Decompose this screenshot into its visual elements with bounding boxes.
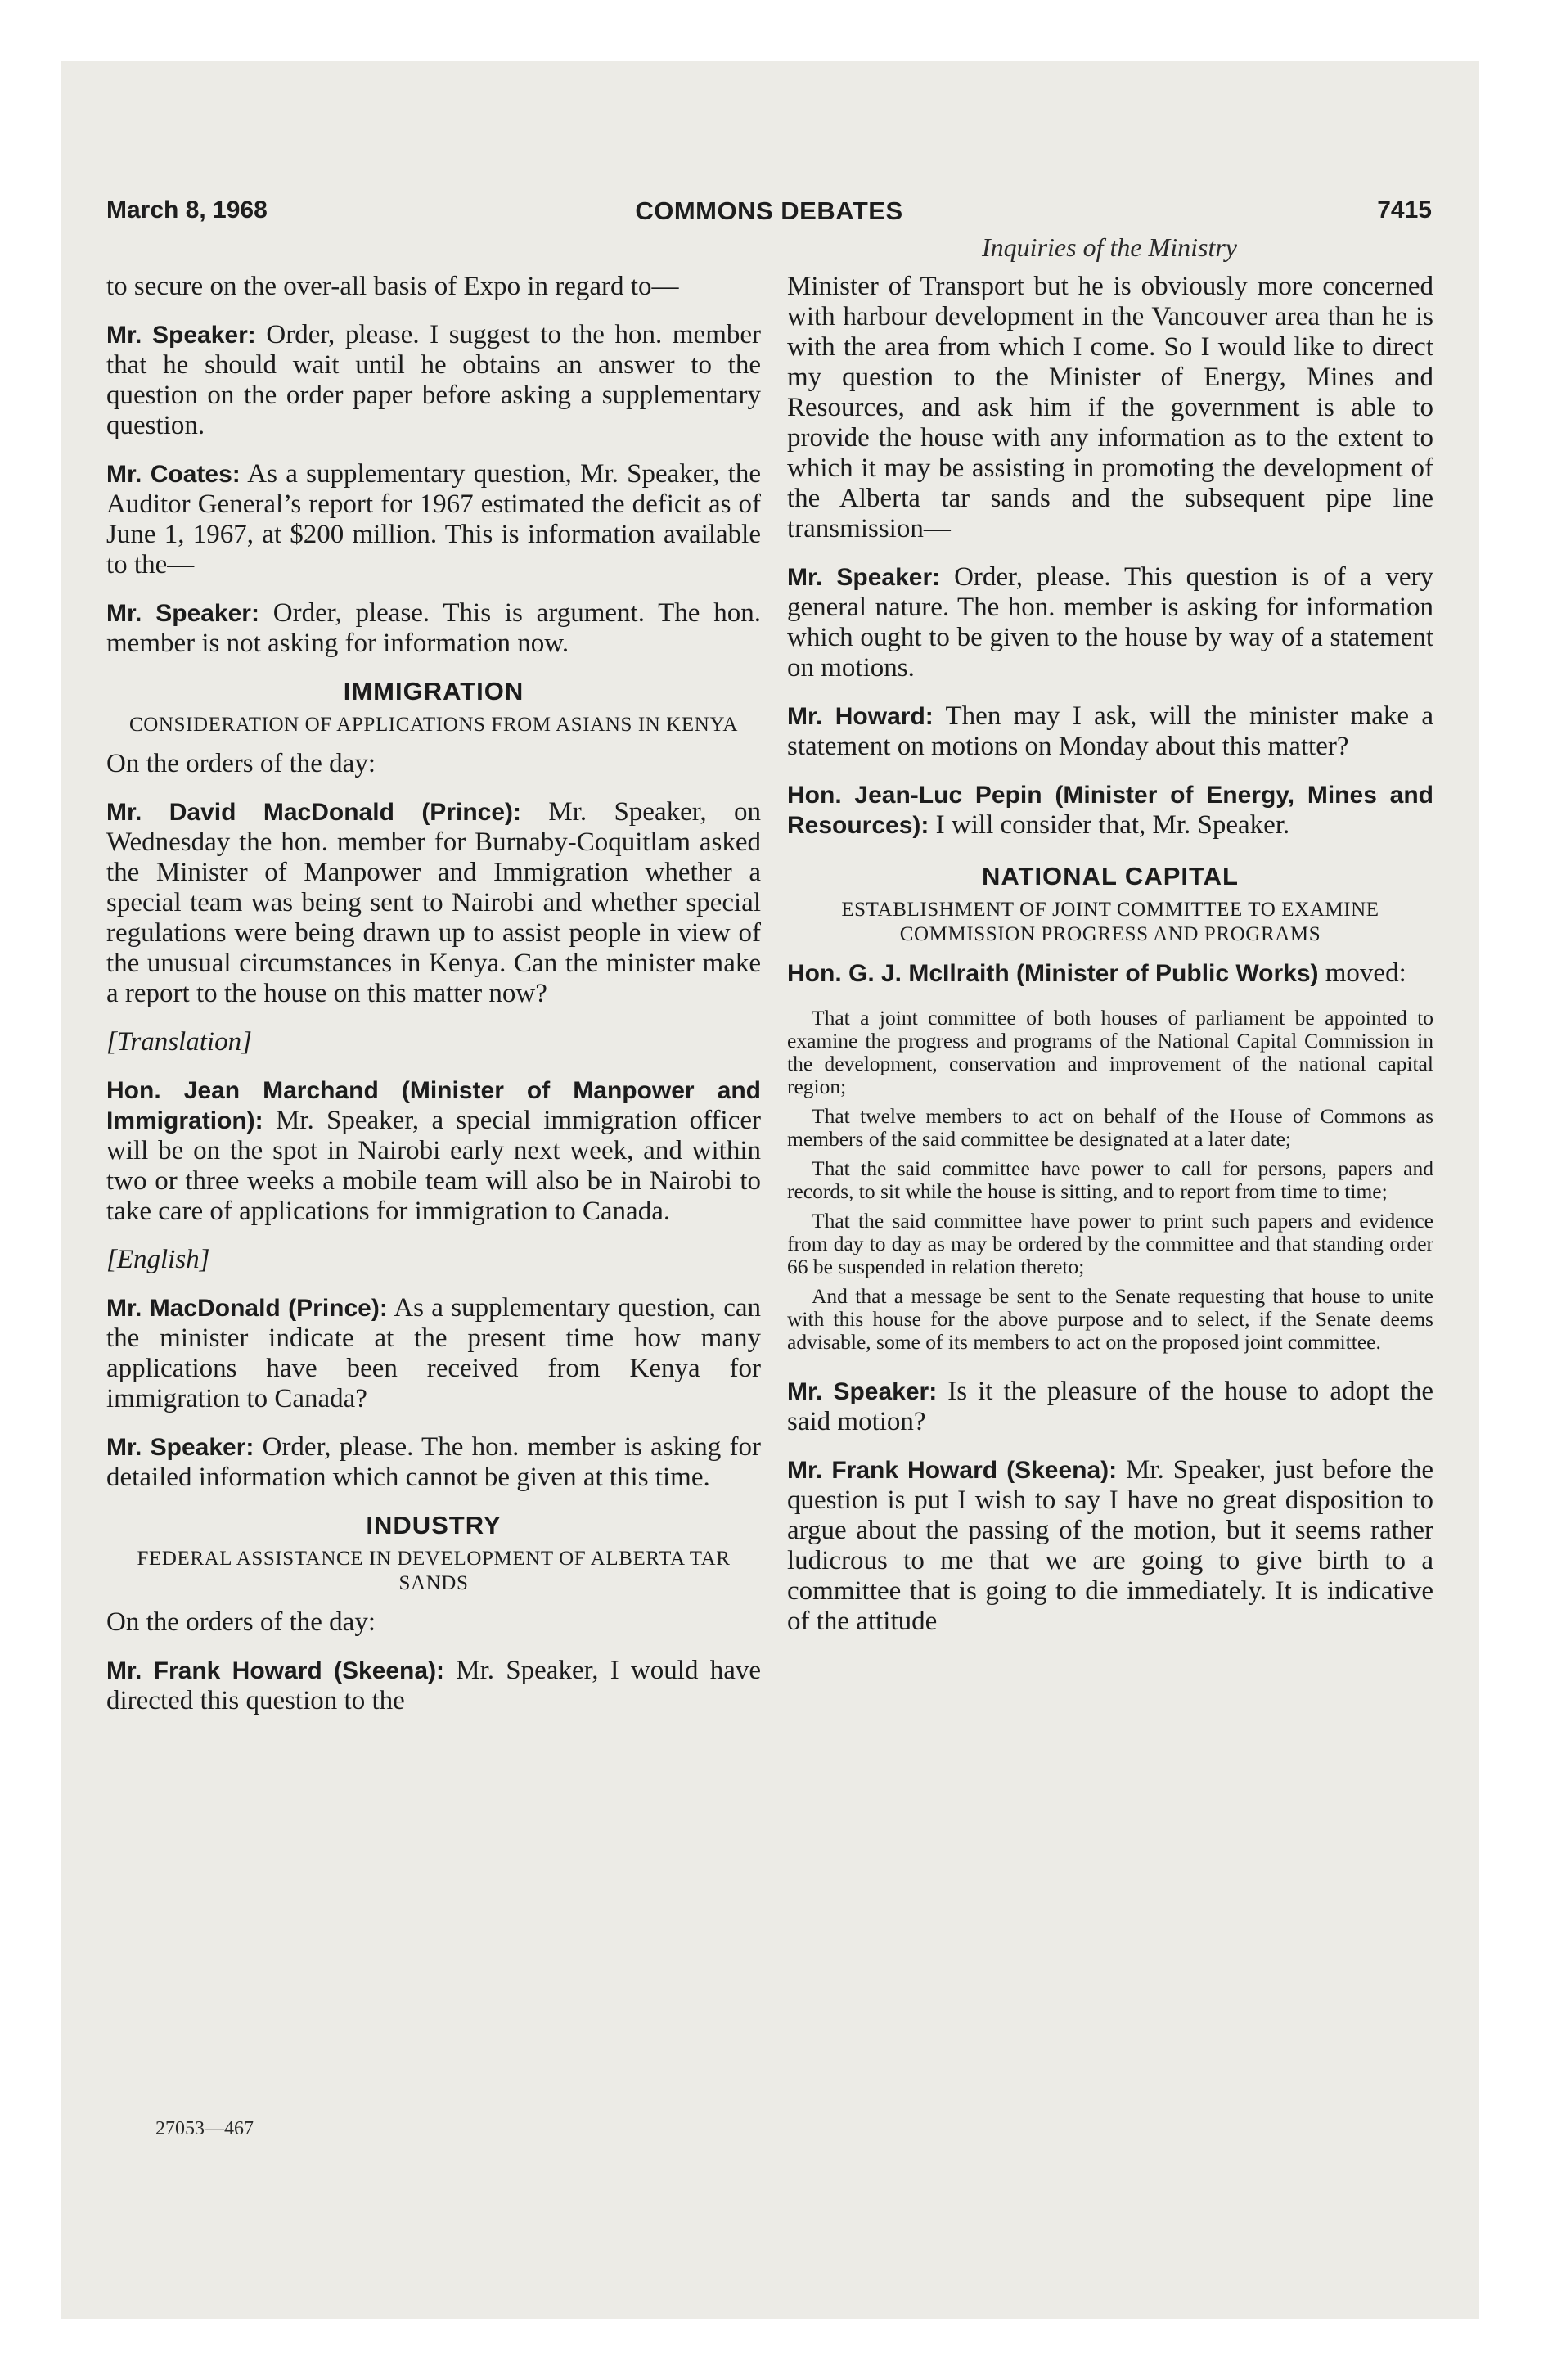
speaker-name: Mr. David MacDonald (Prince):: [106, 799, 522, 826]
speaker-name: Hon. G. J. McIlraith (Minister of Public Works): [787, 960, 1319, 987]
speaker-name: Mr. Speaker:: [106, 600, 259, 627]
section-subtitle: ESTABLISHMENT OF JOINT COMMITTEE TO EXAMINE COMMISSION PROGRESS AND PROGRAMS: [841, 899, 1379, 945]
paragraph: [106, 1432, 761, 1493]
speech-text: Mr. Speaker, a special immigration officer will be on the spot in Nairobi early next week, and within two or three weeks a mobile team will also be in Nairobi to take care of applications for immigration to Canada.: [106, 1106, 761, 1226]
speech-text: Mr. Speaker, just before the question is put I wish to say I have no great disposition to argue about the passing of the motion, but it seems rather ludicrous to me that we are going to give birth to a committee that is going to die immediately. It is indicative of the attitude: [787, 1455, 1433, 1636]
paragraph: [787, 1455, 1433, 1637]
speech-text: Order, please. This question is of a very general nature. The hon. member is asking for information which ought to be given to the house by way of a statement on motions.: [787, 562, 1433, 683]
speech-text: Order, please. This is argument. The hon. member is not asking for information now.: [106, 598, 762, 658]
paragraph: [787, 780, 1433, 841]
speaker-name: Mr. Speaker:: [106, 322, 256, 349]
english-note: [English]: [106, 1245, 210, 1274]
section-heading-immigration: IMMIGRATION: [343, 677, 524, 705]
header-title: COMMONS DEBATES: [635, 196, 903, 225]
paragraph: [787, 1377, 1433, 1437]
section-subtitle: CONSIDERATION OF APPLICATIONS FROM ASIANS IN KENYA: [129, 714, 738, 736]
section-heading-industry: INDUSTRY: [366, 1511, 502, 1539]
speech-text: As a supplementary question, can the minister indicate at the present time how many applications have been received from Kenya for immigration to Canada?: [106, 1293, 761, 1413]
paragraph: [106, 598, 761, 659]
speech-text: I will consider that, Mr. Speaker.: [929, 810, 1290, 840]
orders-of-day: On the orders of the day:: [106, 749, 376, 778]
paragraph: [106, 1075, 761, 1227]
paragraph: [787, 958, 1433, 989]
speech-text: Mr. Speaker, on Wednesday the hon. member for Burnaby-Coquitlam asked the Minister of Manpower and Immigration whether a special team was being sent to Nairobi and whether special regulations were being drawn up to assist people in view of the unusual circumstances in Kenya. Can the minister make a report to the house on this matter now?: [106, 797, 761, 1008]
translation-note: [Translation]: [106, 1027, 252, 1057]
motion-clause: That the said committee have power to call for persons, papers and records, to sit while the house is sitting, and to report from time to time;: [787, 1156, 1433, 1203]
speech-text: As a supplementary question, Mr. Speaker, the Auditor General’s report for 1967 estimated the deficit as of June 1, 1967, at $200 million. This is information available to the—: [106, 459, 761, 579]
motion-clause: That a joint committee of both houses of parliament be appointed to examine the progress and programs of the National Capital Commission in the development, conservation and improvement of the national capital region;: [787, 1006, 1433, 1098]
speaker-name: Mr. Coates:: [106, 461, 241, 488]
speech-text: Order, please. I suggest to the hon. member that he should wait until he obtains an answer to the question on the order paper before asking a supplementary question.: [106, 320, 762, 440]
speech-text: Order, please. The hon. member is asking for detailed information which cannot be given at this time.: [106, 1432, 761, 1492]
motion-clause: And that a message be sent to the Senate requesting that house to unite with this house for the above purpose and to select, if the Senate deems advisable, some of its members to act on the proposed joint committee.: [787, 1284, 1433, 1354]
paragraph: Minister of Transport but he is obviously more concerned with harbour development in the Vancouver area than he is with the area from which I come. So I would like to direct my question to the Minister of Energy, Mines and Resources, and ask him if the government is able to provide the house with any information as to the extent to which it may be assisting in promoting the development of the Alberta tar sands and the subsequent pipe line transmission—: [787, 272, 1433, 543]
right-column: [787, 272, 1433, 1655]
footer-code: 27053—467: [155, 2118, 254, 2139]
motion-clause: That the said committee have power to print such papers and evidence from day to day as may be ordered by the committee and that standing order 66 be suspended in relation thereto;: [787, 1209, 1433, 1278]
speech-text: moved:: [1318, 958, 1406, 988]
speech-text: Is it the pleasure of the house to adopt the said motion?: [787, 1377, 1433, 1436]
section-heading-national-capital: NATIONAL CAPITAL: [982, 862, 1239, 890]
paragraph: [106, 320, 761, 441]
speaker-name: Mr. Frank Howard (Skeena):: [787, 1457, 1118, 1484]
header-page-number: 7415: [1377, 196, 1432, 223]
section-subtitle: FEDERAL ASSISTANCE IN DEVELOPMENT OF ALBERTA TAR SANDS: [137, 1548, 731, 1594]
paragraph: [787, 701, 1433, 762]
paragraph: to secure on the over-all basis of Expo in regard to—: [106, 272, 679, 301]
speaker-name: Mr. Speaker:: [787, 1378, 938, 1405]
paragraph: [787, 562, 1433, 683]
speaker-name: Mr. Speaker:: [787, 564, 941, 591]
speaker-name: Hon. Jean-Luc Pepin (Minister of Energy, Mines and Resources):: [787, 782, 1433, 839]
speaker-name: Mr. Frank Howard (Skeena):: [106, 1657, 445, 1684]
page-header: [106, 196, 1432, 229]
speaker-name: Mr. Speaker:: [106, 1434, 254, 1461]
speech-text: Mr. Speaker, I would have directed this question to the: [106, 1656, 761, 1715]
section-label: Inquiries of the Ministry: [982, 232, 1237, 262]
speaker-name: Mr. MacDonald (Prince):: [106, 1295, 388, 1322]
paragraph: [106, 1656, 761, 1716]
motion-clause: That twelve members to act on behalf of the House of Commons as members of the said committee be designated at a later date;: [787, 1104, 1433, 1151]
paragraph: [106, 797, 761, 1009]
speaker-name: Hon. Jean Marchand (Minister of Manpower and Immigration):: [106, 1077, 761, 1134]
paragraph: [106, 1293, 761, 1414]
motion-text: [787, 1007, 1433, 1354]
speech-text: Then may I ask, will the minister make a statement on motions on Monday about this matter?: [787, 701, 1433, 761]
speaker-name: Mr. Howard:: [787, 703, 934, 730]
left-column: [106, 272, 761, 1734]
orders-of-day: On the orders of the day:: [106, 1607, 376, 1637]
header-date: March 8, 1968: [106, 196, 268, 223]
paragraph: [106, 459, 761, 580]
